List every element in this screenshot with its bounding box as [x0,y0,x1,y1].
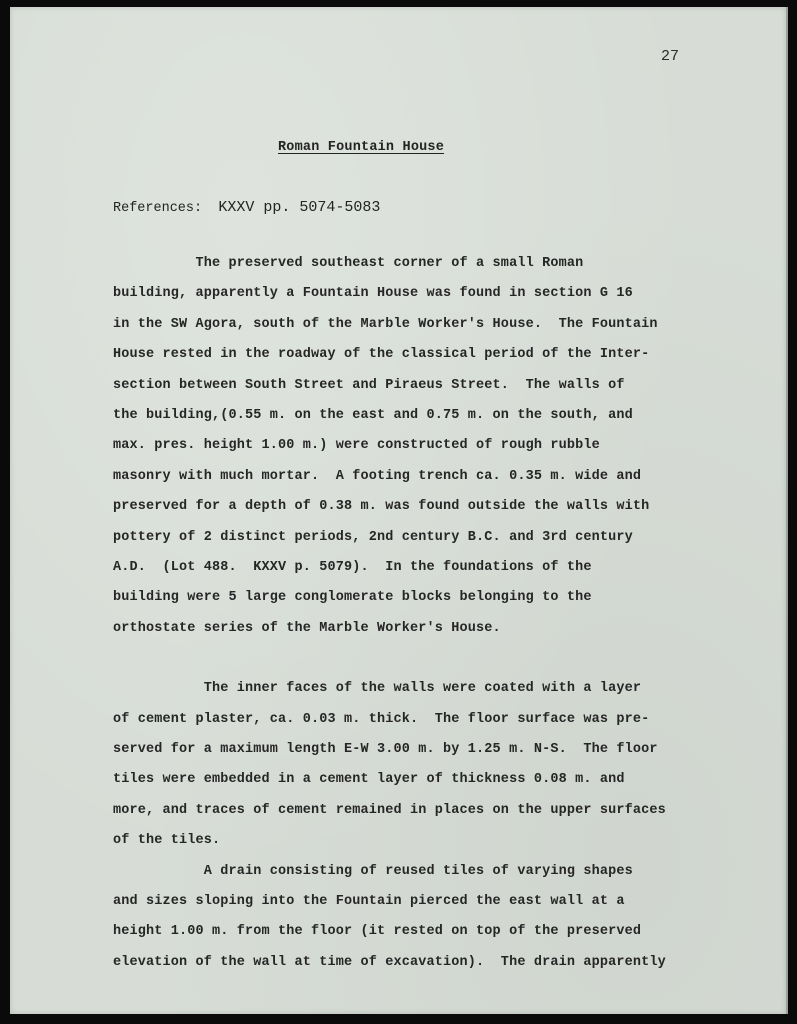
text-line: max. pres. height 1.00 m.) were constructed of rough rubble [113,438,600,454]
text-line: building were 5 large conglomerate blocks belonging to the [113,590,592,606]
text-line: the building,(0.55 m. on the east and 0.75 m. on the south, and [113,408,633,423]
references-label: References: [113,201,203,216]
text-line: A.D. (Lot 488. KXXV p. 5079). In the foundations of the [113,560,592,575]
text-line: section between South Street and Piraeus Street. The walls of [113,377,625,393]
references-line [113,199,380,216]
text-line: A drain consisting of reused tiles of varying shapes [113,863,633,879]
references-value: KXXV pp. 5074-5083 [218,199,381,216]
text-line: orthostate series of the Marble Worker's House. [113,620,501,636]
text-line: in the SW Agora, south of the Marble Worker's House. The Fountain [113,316,658,332]
text-line: served for a maximum length E-W 3.00 m. by 1.25 m. N-S. The floor [113,741,658,757]
text-line: elevation of the wall at time of excavation). The drain apparently [113,954,666,970]
text-line: of cement plaster, ca. 0.03 m. thick. The floor surface was pre- [113,711,650,727]
text-line: and sizes sloping into the Fountain pierced the east wall at a [113,893,625,909]
text-line: House rested in the roadway of the classical period of the Inter- [113,347,650,363]
text-line: The preserved southeast corner of a small Roman [113,256,584,271]
paper-edge [786,7,788,1014]
text-line: height 1.00 m. from the floor (it rested on top of the preserved [113,924,642,940]
text-line: of the tiles. [113,833,221,849]
page-title: Roman Fountain House [278,140,445,155]
text-line: masonry with much mortar. A footing trench ca. 0.35 m. wide and [113,468,642,484]
text-line: preserved for a depth of 0.38 m. was found outside the walls with [113,499,650,515]
text-line: pottery of 2 distinct periods, 2nd century B.C. and 3rd century [113,529,633,545]
text-line: building, apparently a Fountain House was found in section G 16 [113,286,633,302]
text-line: The inner faces of the walls were coated with a layer [113,681,642,697]
page-number: 27 [661,48,680,65]
text-line: tiles were embedded in a cement layer of thickness 0.08 m. and [113,772,625,788]
text-line: more, and traces of cement remained in places on the upper surfaces [113,802,666,818]
